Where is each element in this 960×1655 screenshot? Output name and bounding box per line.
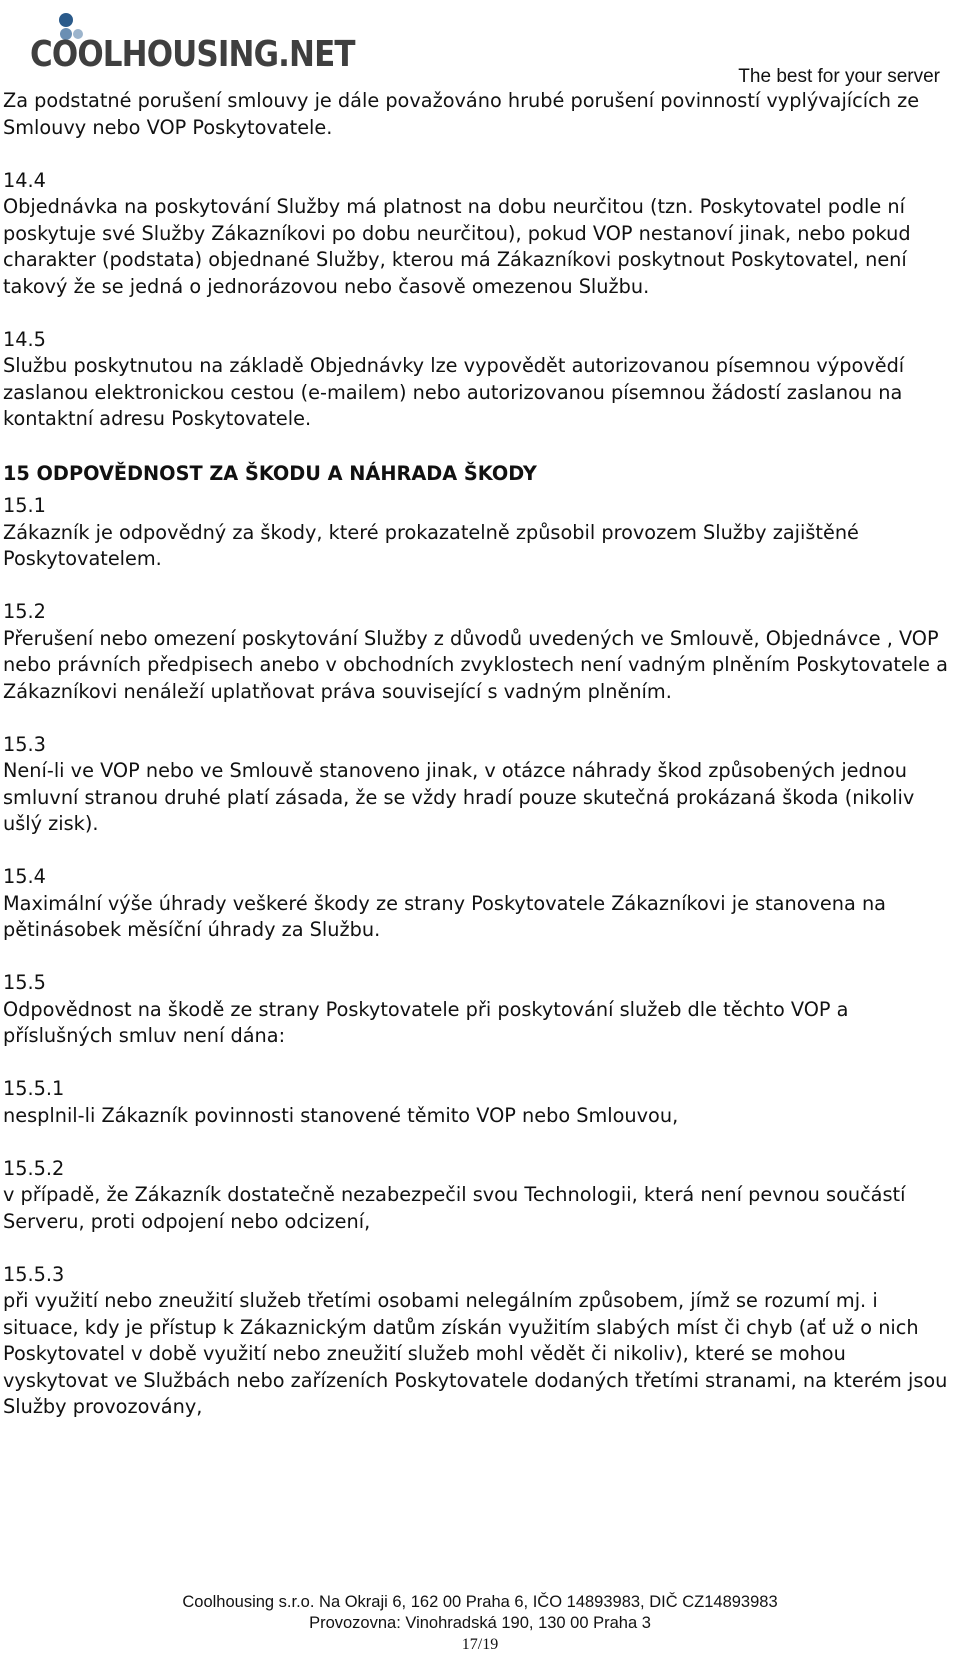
coolhousing-logo: [30, 12, 355, 82]
paragraph: [3, 864, 953, 944]
clause-number: 15.5.1: [3, 1077, 65, 1100]
paragraph: [3, 1076, 953, 1129]
clause-number: 15.1: [3, 494, 46, 517]
clause-text: Za podstatné porušení smlouvy je dále považováno hrubé porušení povinností vyplývajících ze Smlouvy nebo VOP Poskytovatele.: [3, 89, 920, 139]
clause-text: Službu poskytnutou na základě Objednávky lze vypovědět autorizovanou písemnou výpovědí zaslanou elektronickou cestou (e-mailem) nebo autorizovanou písemnou žádostí zaslanou na kontaktní adresu Poskytovatele.: [3, 354, 905, 430]
clause-text: nesplnil-li Zákazník povinnosti stanovené těmito VOP nebo Smlouvou,: [3, 1103, 679, 1127]
paragraph: [3, 88, 953, 141]
clause-text: Objednávka na poskytování Služby má platnost na dobu neurčitou (tzn. Poskytovatel podle ní poskytuje své Služby Zákazníkovi po dobu neurčitou), pokud VOP nestanoví jinak, nebo pokud charakter (podstata) objednané Služby, kterou má Zákazníkovi poskytnout Poskytovatel, není takový že se jedná o jednorázovou nebo časově omezenou Službu.: [3, 195, 911, 298]
clause-text: při využití nebo zneužití služeb třetími osobami nelegálním způsobem, jímž se rozumí mj. i situace, kdy je přístup k Zákaznickým datům získán využitím slabých míst či chyb (ať už o nich Poskytovatel v době využití nebo zneužití služeb mohl vědět či nikoliv), které se mohou vyskytovat ve Službách nebo zařízeních Poskytovatele dodaných třetími stranami, na kterém jsou Služby provozovány,: [3, 1289, 948, 1418]
clause-text: v případě, že Zákazník dostatečně nezabezpečil svou Technologii, která není pevnou součástí Serveru, proti odpojení nebo odcizení,: [3, 1183, 906, 1233]
clause-number: 15.5.3: [3, 1262, 65, 1286]
clause-number: 15.5.2: [3, 1156, 65, 1180]
clause-number: 15.4: [3, 865, 46, 888]
paragraph: [3, 970, 953, 1050]
clause-number: 15.5: [3, 971, 46, 994]
section-heading: 15 ODPOVĚDNOST ZA ŠKODU A NÁHRADA ŠKODY: [3, 462, 537, 485]
footer-company-line: Coolhousing s.r.o. Na Okraji 6, 162 00 Praha 6, IČO 14893983, DIČ CZ14893983: [182, 1593, 778, 1611]
clause-text: Přerušení nebo omezení poskytování Služby z důvodů uvedených ve Smlouvě, Objednávce , VOP nebo právních předpisech anebo v obchodních zvyklostech není vadným plněním Poskytovatele a Zákazníkovi nenáleží uplatňovat práva související s vadným plněním.: [3, 626, 948, 703]
paragraph: [3, 1156, 953, 1236]
clause-text: Odpovědnost na škodě ze strany Poskytovatele při poskytování služeb dle těchto VOP a příslušných smluv není dána:: [3, 997, 849, 1047]
paragraph: [3, 732, 953, 838]
paragraph: [3, 327, 953, 433]
clause-number: 14.4: [3, 168, 46, 192]
page-number: 17/19: [461, 1636, 499, 1653]
footer-address-line: Provozovna: Vinohradská 190, 130 00 Praha 3: [309, 1614, 651, 1632]
document-body: [3, 88, 953, 1447]
paragraph: [3, 168, 953, 301]
page-header: [0, 0, 960, 90]
paragraph: [3, 599, 953, 705]
header-tagline: The best for your server: [738, 66, 940, 87]
clause-number: 15.2: [3, 600, 46, 623]
clause-number: 14.5: [3, 327, 46, 351]
paragraph: [3, 493, 953, 573]
logo-text: COOLHOUSING.NET: [30, 34, 355, 75]
page-footer: [0, 1592, 960, 1655]
clause-text: Maximální výše úhrady veškeré škody ze strany Poskytovatele Zákazníkovi je stanovena na pětinásobek měsíční úhrady za Službu.: [3, 891, 886, 941]
clause-text: Zákazník je odpovědný za škody, které prokazatelně způsobil provozem Služby zajištěné Poskytovatelem.: [3, 520, 859, 570]
paragraph: [3, 1262, 953, 1421]
clause-number: 15.3: [3, 732, 46, 756]
clause-text: Není-li ve VOP nebo ve Smlouvě stanoveno jinak, v otázce náhrady škod způsobených jednou smluvní stranou druhé platí zásada, že se vždy hradí pouze skutečná prokázaná škoda (nikoliv ušlý zisk).: [3, 759, 915, 835]
